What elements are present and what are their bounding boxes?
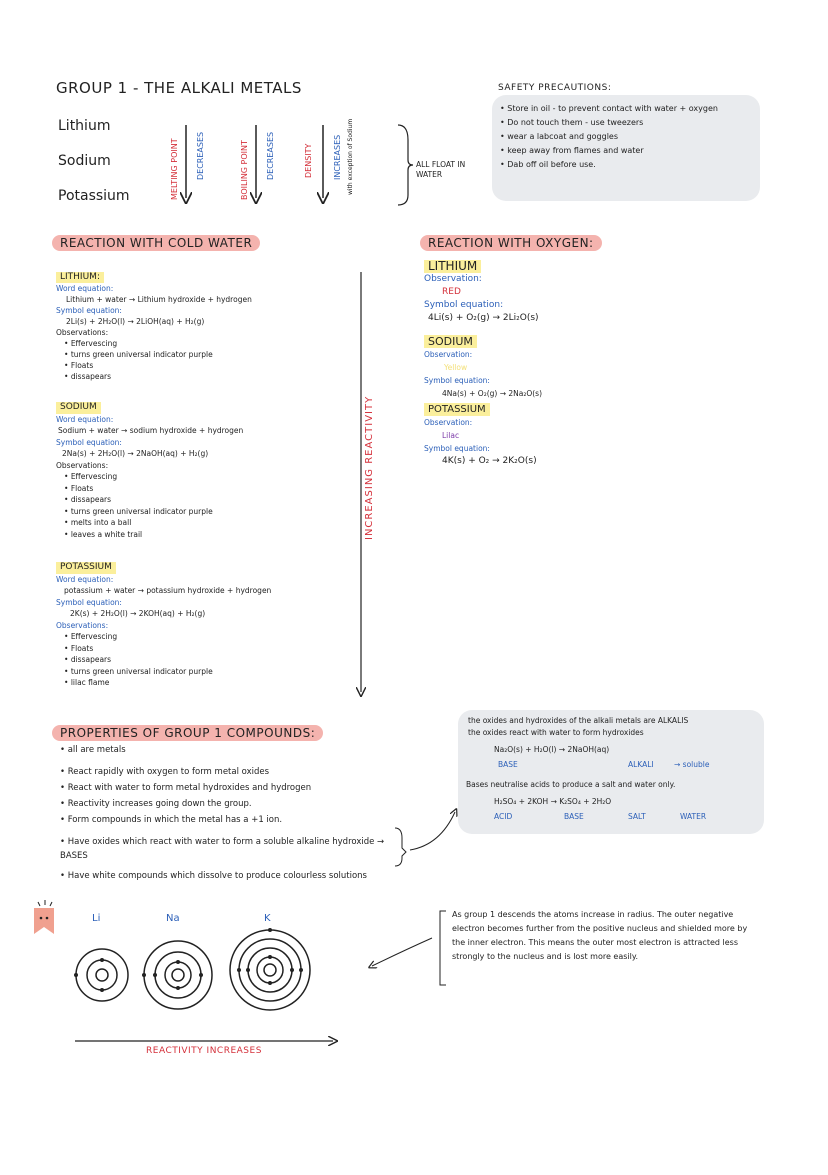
label: Symbol equation: xyxy=(424,444,490,453)
list-item: • turns green universal indicator purple xyxy=(64,506,213,516)
metal-potassium: Potassium xyxy=(58,188,130,204)
trend-melting-label: MELTING POINT xyxy=(170,138,179,200)
list-item: • Effervescing xyxy=(64,339,118,348)
list-item: • leaves a white trail xyxy=(64,529,143,539)
label-acid: ACID xyxy=(494,812,513,821)
list-item: • Form compounds in which the metal has a +1 ion. xyxy=(60,815,283,825)
label: Symbol equation: xyxy=(424,376,490,385)
list-item: • dissapears xyxy=(64,372,112,381)
trend-density-label: DENSITY xyxy=(304,143,313,178)
increasing-reactivity-label: INCREASING REACTIVITY xyxy=(364,395,375,540)
label: Symbol equation: xyxy=(56,597,122,607)
list-item: • all are metals xyxy=(60,745,126,755)
label: Observations: xyxy=(56,620,109,630)
subhead-sodium: SODIUM xyxy=(424,335,477,348)
observation-yellow: Yellow xyxy=(444,363,468,372)
list-item: • React rapidly with oxygen to form metal oxides xyxy=(60,767,270,777)
subhead-lithium: LITHIUM xyxy=(424,260,481,273)
list-item: • Dab off oil before use. xyxy=(500,160,596,169)
list-item: • Effervescing xyxy=(64,632,118,641)
list-item: • dissapears xyxy=(64,495,112,504)
list-item: • keep away from flames and water xyxy=(500,146,644,155)
list-item: • Have white compounds which dissolve to produce colourless solutions xyxy=(60,871,367,881)
list-item: • Do not touch them - use tweezers xyxy=(500,118,644,127)
subhead-potassium: POTASSIUM xyxy=(424,403,490,416)
trend-melting-dir: DECREASES xyxy=(196,131,205,180)
equation: Sodium + water → sodium hydroxide + hydrogen xyxy=(58,426,244,435)
trend-density-dir: INCREASES xyxy=(333,134,342,180)
label: Observations: xyxy=(56,328,109,337)
list-item: • Floats xyxy=(64,483,94,493)
page-title: GROUP 1 - THE ALKALI METALS xyxy=(56,79,302,97)
trend-boiling-label: BOILING POINT xyxy=(240,140,249,200)
atom-label-li: Li xyxy=(92,913,101,924)
metal-sodium: Sodium xyxy=(58,153,111,169)
alkali-eq2: H₂SO₄ + 2KOH → K₂SO₄ + 2H₂O xyxy=(494,797,612,806)
label: Word equation: xyxy=(56,574,114,584)
equation: 2Li(s) + 2H₂O(l) → 2LiOH(aq) + H₂(g) xyxy=(66,317,205,326)
subhead-sodium: SODIUM xyxy=(56,402,101,414)
list-item: • Have oxides which react with water to form a soluble alkaline hydroxide → BASES xyxy=(60,837,385,861)
atom-label-na: Na xyxy=(166,913,180,924)
trend-density-note: with exception of Sodium xyxy=(347,118,354,195)
label: Symbol equation: xyxy=(56,306,122,315)
label: Observation: xyxy=(424,350,473,359)
atoms-note: As group 1 descends the atoms increase in radius. The outer negative electron becomes further from the positive nucleus and shielded more by the inner electron. This means the outer most electron is attracted less strongly to the nucleus and is lost more easily. xyxy=(452,910,748,961)
observation-lilac: Lilac xyxy=(442,431,460,440)
trend-boiling-dir: DECREASES xyxy=(266,131,275,180)
equation: 4K(s) + O₂ → 2K₂O(s) xyxy=(442,456,537,466)
list-item: • Store in oil - to prevent contact with water + oxygen xyxy=(500,104,718,113)
label: Word equation: xyxy=(56,414,114,424)
atom-label-k: K xyxy=(264,913,271,924)
equation: potassium + water → potassium hydroxide + hydrogen xyxy=(64,586,272,595)
equation: 4Na(s) + O₂(g) → 2Na₂O(s) xyxy=(442,389,543,398)
list-item: • wear a labcoat and goggles xyxy=(500,132,619,141)
subhead-lithium: LITHIUM: xyxy=(56,272,104,283)
section-cold-water: REACTION WITH COLD WATER xyxy=(52,235,260,251)
list-item: • Effervescing xyxy=(64,472,118,481)
list-item: • dissapears xyxy=(64,655,112,664)
alkali-line1: the oxides and hydroxides of the alkali metals are ALKALIS xyxy=(468,716,689,725)
label-alkali: ALKALI xyxy=(628,760,654,769)
equation: 2K(s) + 2H₂O(l) → 2KOH(aq) + H₂(g) xyxy=(70,609,206,618)
list-item: • lilac flame xyxy=(64,678,110,687)
list-item: • React with water to form metal hydroxides and hydrogen xyxy=(60,783,312,793)
equation: 4Li(s) + O₂(g) → 2Li₂O(s) xyxy=(428,313,539,323)
equation: Lithium + water → Lithium hydroxide + hydrogen xyxy=(66,295,252,304)
label: Observation: xyxy=(424,274,482,284)
section-oxygen: REACTION WITH OXYGEN: xyxy=(420,235,602,251)
label: Symbol equation: xyxy=(56,437,122,447)
label: Observations: xyxy=(56,460,109,470)
list-item: • Floats xyxy=(64,643,94,653)
list-item: • Floats xyxy=(64,361,94,370)
label-base: BASE xyxy=(498,760,518,769)
section-properties: PROPERTIES OF GROUP 1 COMPOUNDS: xyxy=(52,725,323,741)
list-item: • Reactivity increases going down the group. xyxy=(60,799,252,809)
subhead-potassium: POTASSIUM xyxy=(56,562,116,574)
alkali-line3: Bases neutralise acids to produce a salt and water only. xyxy=(466,780,676,789)
safety-title: SAFETY PRECAUTIONS: xyxy=(498,83,612,93)
list-item: • melts into a ball xyxy=(64,518,132,527)
equation: 2Na(s) + 2H₂O(l) → 2NaOH(aq) + H₂(g) xyxy=(62,449,209,458)
label: Word equation: xyxy=(56,284,114,293)
label-salt: SALT xyxy=(628,812,646,821)
alkali-line2: the oxides react with water to form hydroxides xyxy=(468,728,644,737)
label-soluble: → soluble xyxy=(674,760,710,769)
observation-red: RED xyxy=(442,287,461,297)
list-item: • turns green universal indicator purple xyxy=(64,350,213,359)
float-note: ALL FLOAT IN WATER xyxy=(416,160,466,179)
list-item: • turns green universal indicator purple xyxy=(64,666,213,676)
metal-lithium: Lithium xyxy=(58,118,111,134)
label: Observation: xyxy=(424,418,473,427)
reactivity-increases-label: REACTIVITY INCREASES xyxy=(146,1046,262,1056)
label: Symbol equation: xyxy=(424,300,504,310)
alkali-eq1: Na₂O(s) + H₂O(l) → 2NaOH(aq) xyxy=(494,745,610,754)
label-base2: BASE xyxy=(564,812,584,821)
label-water: WATER xyxy=(680,812,707,821)
